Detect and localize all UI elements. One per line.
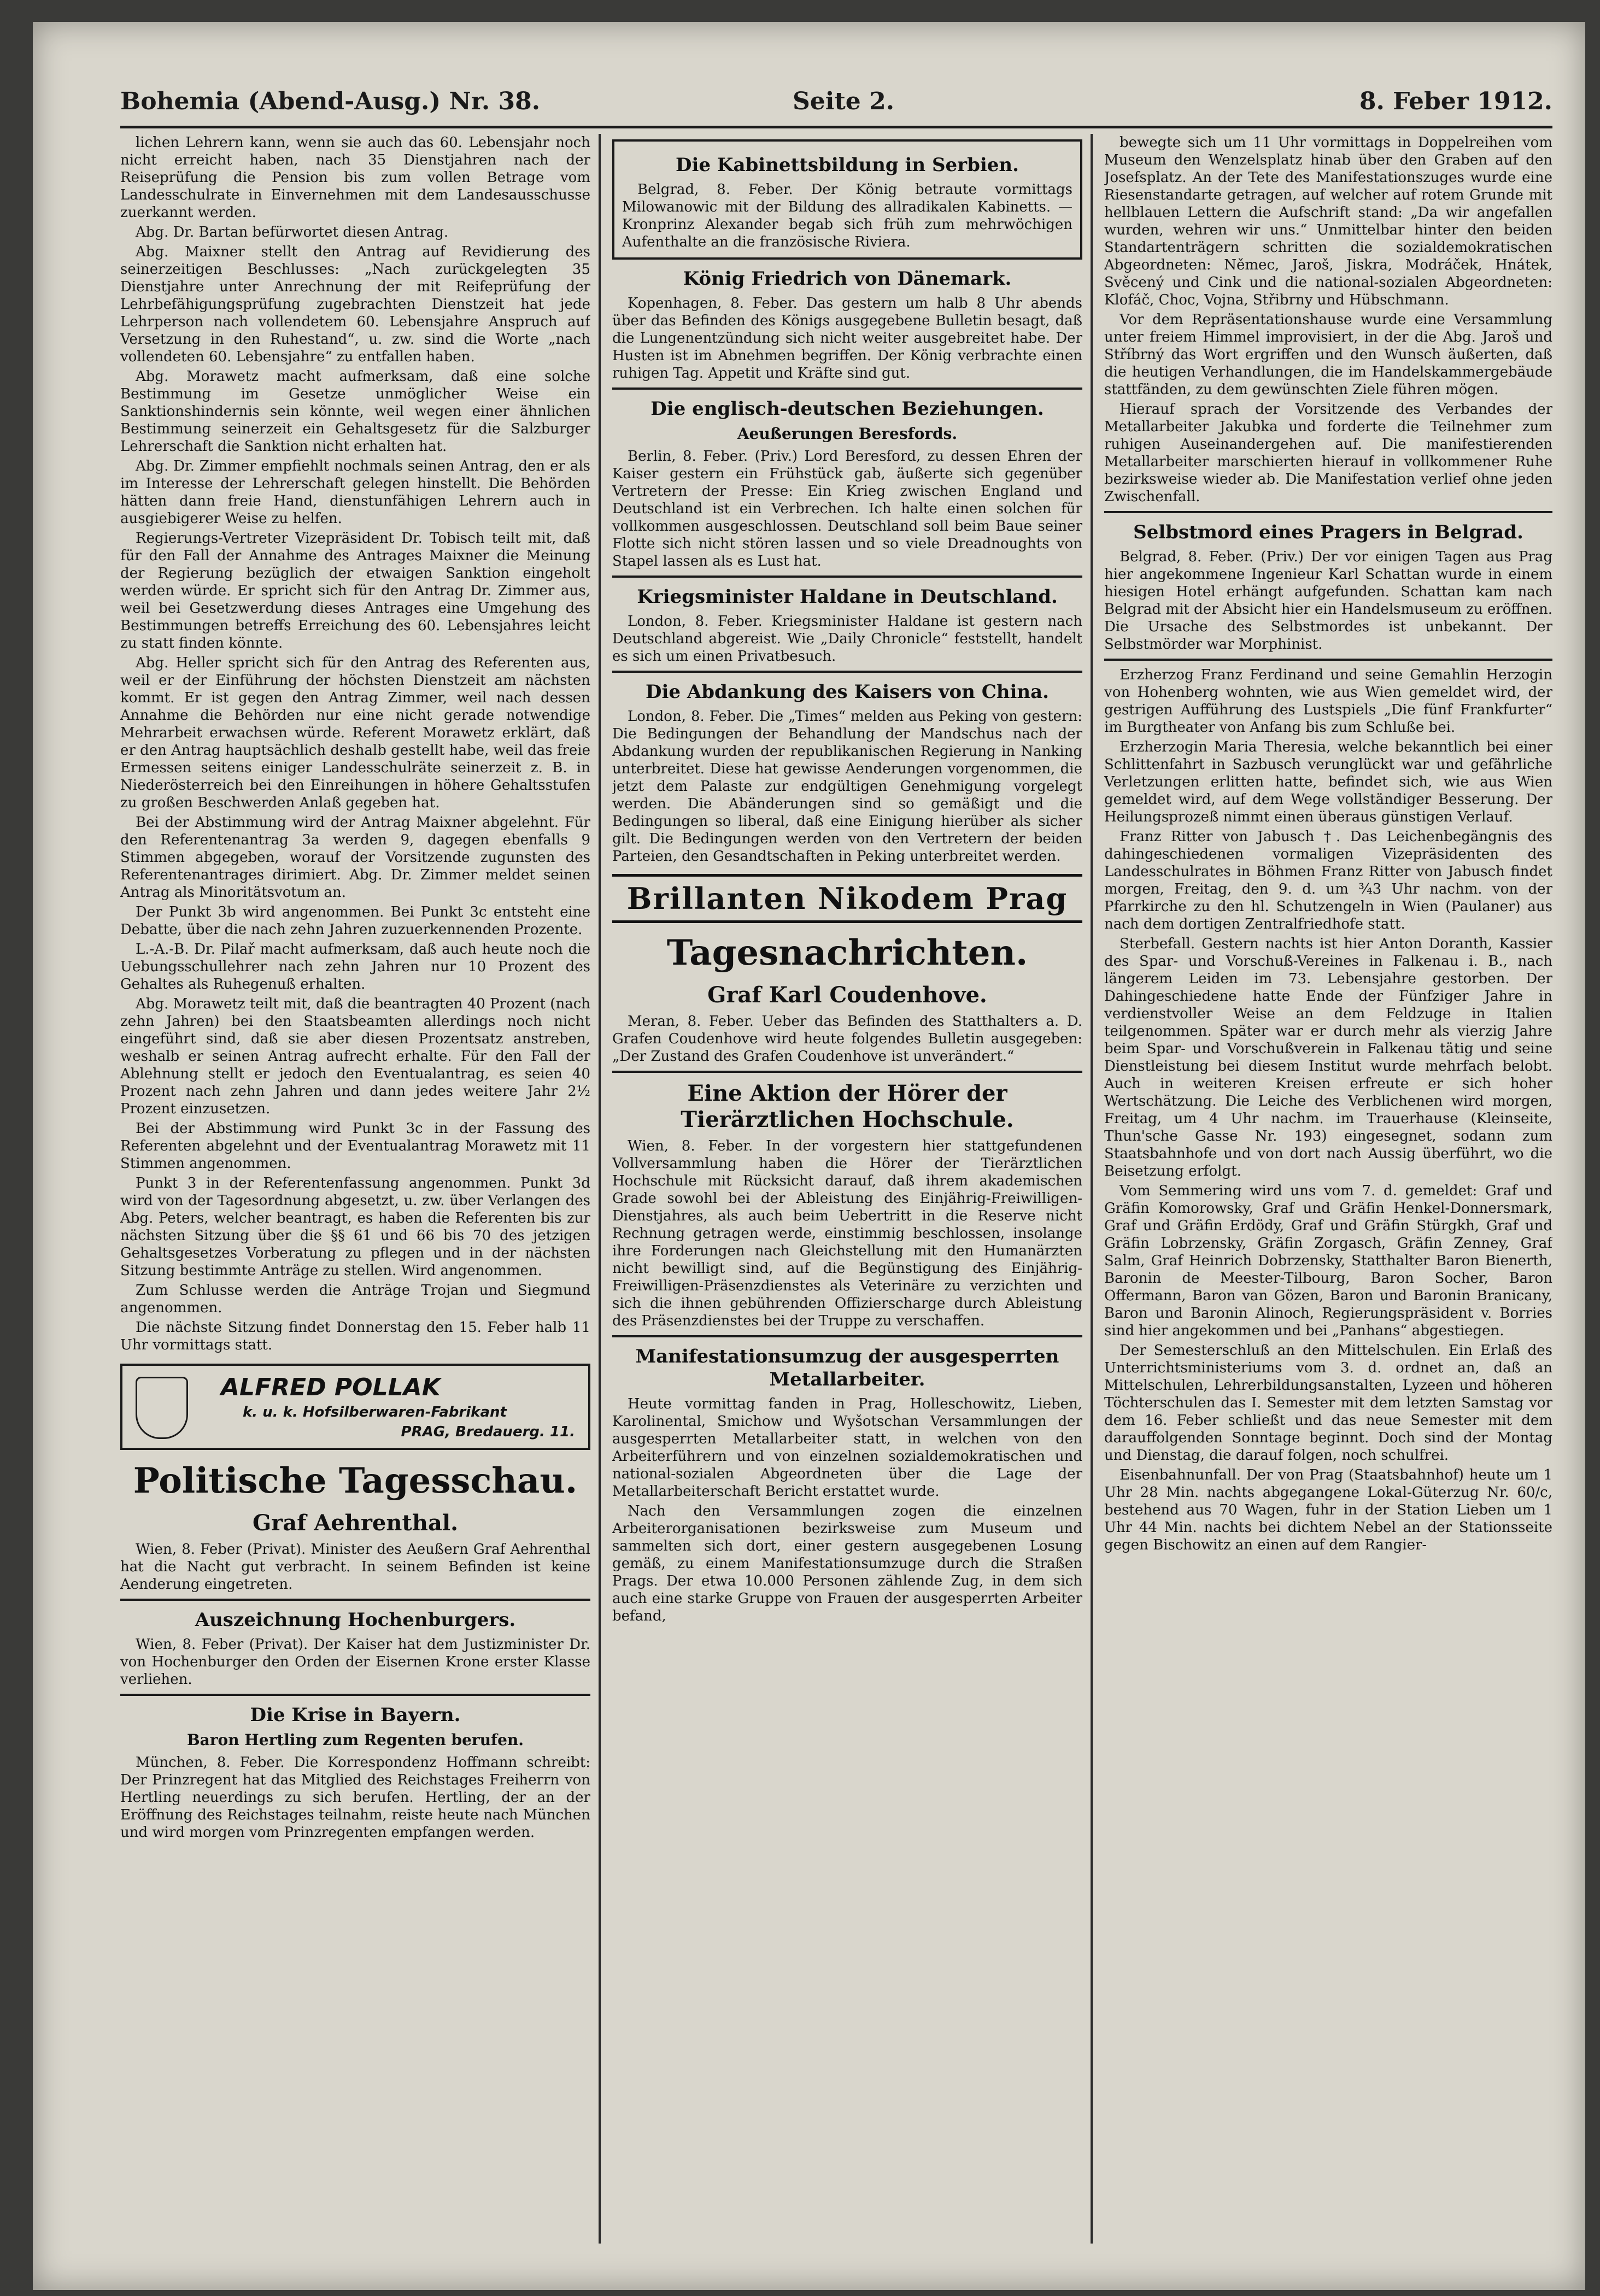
article-headline: Die Kabinettsbildung in Serbien. — [676, 154, 1019, 176]
article-headline: Selbstmord eines Pragers in Belgrad. — [1133, 521, 1523, 543]
paragraph: London, 8. Feber. Die „Times“ melden aus Peking von gestern: Die Bedingungen der Behandlung der Mandschus nach der Abdankung wurden der republikanischen Regierung in Nanking unterbreitet. Diese hat gewisse Aenderungen vorgenommen, die jetzt dem Palaste zur endgültigen Genehmigung vorgelegt werden. Die Abänderungen sind so gemäßigt und die Bedingungen so liberal, daß eine Einigung hierüber als sicher gilt. Die Bedingungen werden von den Vertretern der beiden Parteien, den Gesandtschaften in Peking unterbreitet werden. — [612, 708, 1082, 865]
paragraph: Vor dem Repräsentationshause wurde eine Versammlung unter freiem Himmel improvisiert, in der die Abg. Jaroš und Stříbrný das Wort ergriffen und den Wunsch äußerten, daß die heutigen Verhandlungen, die im Handelskammergebäude stattfänden, zu dem gewünschten Ziele führen mögen. — [1104, 312, 1552, 398]
paragraph: Wien, 8. Feber. In der vorgestern hier stattgefundenen Vollversammlung haben die Hörer der Tierärztlichen Hochschule mit Rücksicht darauf, daß ihrem akademischen Grade sowohl bei der Ableistung des Einjährig-Freiwilligen-Dienstjahres, als auch beim Uebertritt in die Reserve nicht Rechnung getragen werde, einstimmig beschlossen, insolange ihre Forderungen nach Gleichstellung mit den Humanärzten nicht bewilligt sind, auf die Begünstigung des Einjährig-Freiwilligen-Präsenzdienstes als Veterinäre zu verzichten und sich die ihnen gebührenden Offizierscharge durch Ableistung des Präsenzdienstes bei der Truppe zu verschaffen. — [612, 1138, 1082, 1329]
article-subheadline: Aeußerungen Beresfords. — [737, 425, 958, 443]
section-title: Tagesnachrichten. — [666, 932, 1028, 973]
paragraph: Eisenbahnunfall. Der von Prag (Staatsbahnhof) heute um 1 Uhr 28 Min. nachts abgegangene Lokal-Güterzug Nr. 60/c, bestehend aus 70 Wagen, fuhr in der Station Lieben um 1 Uhr 44 Min. nachts bei dichtem Nebel an der Stationsseite gegen Bischowitz an einen auf dem Rangier- — [1104, 1467, 1552, 1553]
paragraph: Nach den Versammlungen zogen die einzelnen Arbeiterorganisationen bezirksweise zum Museum und sammelten sich dort, einer gestern ausgegebenen Losung gemäß, zu einem Manifestationsumzuge durch die Straßen Prags. Der etwa 10.000 Personen zählende Zug, in dem sich auch eine starke Gruppe von Frauen der ausgesperrten Arbeiter befand, — [612, 1503, 1082, 1624]
advertisement-pollak — [120, 1364, 590, 1450]
paragraph: Berlin, 8. Feber. (Priv.) Lord Beresford, zu dessen Ehren der Kaiser gestern ein Frühstück gab, äußerte sich gegenüber Vertretern der Presse: Ein Krieg zwischen England und Deutschland ist ein Verbrechen. Ich halte einen solchen für vollkommen ausgeschlossen. Deutschland soll beim Baue seiner Flotte sich nicht stören lassen und so viele Dreadnoughts von Stapel lassen als es Lust hat. — [612, 448, 1082, 569]
paragraph: Meran, 8. Feber. Ueber das Befinden des Statthalters a. D. Grafen Coudenhove wird heute folgendes Bulletin ausgegeben: „Der Zustand des Grafen Coudenhove ist unverändert.“ — [612, 1013, 1082, 1065]
column-rule — [1091, 134, 1093, 2244]
article-headline: Die Abdankung des Kaisers von China. — [646, 681, 1049, 703]
paragraph: Abg. Heller spricht sich für den Antrag des Referenten aus, weil er der Einführung der höchsten Dienstzeit am nächsten kommt. Er ist gegen den Antrag Zimmer, weil nach dessen Annahme die Behörden nur eine nicht gerade notwendige Mehrarbeit erwachsen würde. Referent Morawetz erklärt, daß er den Antrag hauptsächlich deshalb gestellt habe, weil das freie Ermessen seitens einiger Landesschulräte seinerzeit z. B. in Niederösterreich bei den Einreihungen in höhere Gehaltsstufen zu großen Beschwerden Anlaß gegeben hat. — [120, 655, 590, 811]
masthead — [120, 77, 1552, 126]
divider — [1104, 511, 1552, 513]
article-headline: Die Krise in Bayern. — [250, 1704, 461, 1726]
header-rule — [120, 126, 1552, 128]
paragraph: Bei der Abstimmung wird Punkt 3c in der Fassung des Referenten abgelehnt und der Eventualantrag Morawetz mit 11 Stimmen angenommen. — [120, 1120, 590, 1172]
paragraph: Kopenhagen, 8. Feber. Das gestern um halb 8 Uhr abends über das Befinden des Königs ausgegebene Bulletin besagt, daß die Lungenentzündung sich nicht weiter ausgebreitet habe. Der Husten ist im Abnehmen begriffen. Der König verbrachte einen ruhigen Tag. Appetit und Kräfte sind gut. — [612, 295, 1082, 381]
column-1 — [120, 134, 590, 2249]
paragraph: Zum Schlusse werden die Anträge Trojan und Siegmund angenommen. — [120, 1282, 590, 1316]
paragraph: Bei der Abstimmung wird der Antrag Maixner abgelehnt. Für den Referentenantrag 3a werden 9, dagegen ebenfalls 9 Stimmen abgegeben, worauf der Vorsitzende zugunsten des Referentenantrages dirimiert. Abg. Dr. Zimmer meldet seinen Antrag als Minoritätsvotum an. — [120, 814, 590, 901]
ad-address: PRAG, Bredauerg. 11. — [401, 1424, 575, 1440]
newspaper-page — [33, 22, 1585, 2290]
issue-date: 8. Feber 1912. — [1359, 87, 1552, 115]
paragraph: Punkt 3 in der Referentenfassung angenommen. Punkt 3d wird von der Tagesordnung abgesetzt, u. zw. über Verlangen des Abg. Peters, welcher beantragt, es haben die Referenten bis zur nächsten Sitzung über die §§ 61 und 66 bis 70 des jetzigen Gehaltsgesetzes Vorberatung zu pflegen und in der nächsten Sitzung bestimmte Anträge zu stellen. Wird angenommen. — [120, 1175, 590, 1279]
paragraph: Abg. Morawetz teilt mit, daß die beantragten 40 Prozent (nach zehn Jahren) bei den Staatsbeamten allerdings noch nicht eingeführt sind, daß sie aber diesen Prozentsatz anstreben, weshalb er seinen Antrag aufrecht erhalte. Für den Fall der Ablehnung stellt er jedoch den Eventualantrag, es seien 40 Prozent nach zehn Jahren und dann jedes weitere Jahr 2½ Prozent einzusetzen. — [120, 996, 590, 1117]
paragraph: München, 8. Feber. Die Korrespondenz Hoffmann schreibt: Der Prinzregent hat das Mitglied des Reichstages Freiherrn von Hertling neuerdings zu sich berufen. Hertling, der an der Eröffnung des Reichstages teilnahm, reiste heute nach München und wird morgen vom Prinzregenten empfangen werden. — [120, 1754, 590, 1841]
article-subheadline: Baron Hertling zum Regenten berufen. — [186, 1731, 524, 1749]
paragraph: Abg. Dr. Zimmer empfiehlt nochmals seinen Antrag, den er als im Interesse der Lehrerschaft gelegen hinstellt. Die Behörden hätten dann freie Hand, dienstunfähigen Lehrern auch in ausgiebigerer Weise zu helfen. — [120, 458, 590, 527]
article-headline: König Friedrich von Dänemark. — [683, 268, 1012, 290]
paragraph: London, 8. Feber. Kriegsminister Haldane ist gestern nach Deutschland abgereist. Wie „Daily Chronicle“ feststellt, handelt es sich um einen Privatbesuch. — [612, 613, 1082, 665]
article-headline: Eine Aktion der Hörer der Tierärztlichen Hochschule. — [681, 1081, 1014, 1132]
article-headline: Auszeichnung Hochenburgers. — [195, 1609, 516, 1631]
article-headline: Die englisch-deutschen Beziehungen. — [650, 398, 1044, 420]
paragraph: L.-A.-B. Dr. Pilař macht aufmerksam, daß auch heute noch die Uebungsschullehrer nach zehn Jahren nur 10 Prozent des Gehaltes als Ruhegenuß erhalten. — [120, 941, 590, 993]
paragraph: Belgrad, 8. Feber. (Priv.) Der vor einigen Tagen aus Prag hier angekommene Ingenieur Karl Schattan wurde in einem hiesigen Hotel erhängt aufgefunden. Schattan kam nach Belgrad mit der Absicht hier ein Handelsmuseum zu eröffnen. Die Ursache des Selbstmordes ist unbekannt. Der Selbstmörder war Morphinist. — [1104, 549, 1552, 653]
paragraph: Erzherzog Franz Ferdinand und seine Gemahlin Herzogin von Hohenberg wohnten, wie aus Wien gemeldet wird, der gestrigen Aufführung des Lustspiels „Die fünf Frankfurter“ im Burgtheater von Anfang bis zum Schluße bei. — [1104, 667, 1552, 736]
article-headline: Kriegsminister Haldane in Deutschland. — [637, 586, 1058, 608]
paragraph: Der Punkt 3b wird angenommen. Bei Punkt 3c entsteht eine Debatte, über die nach zehn Jahren zuzuerkennenden Prozente. — [120, 904, 590, 938]
divider — [612, 1335, 1082, 1337]
section-title: Politische Tagesschau. — [133, 1460, 578, 1501]
paragraph: Heute vormittag fanden in Prag, Holleschowitz, Lieben, Karolinental, Smichow und Wyšotschan Versammlungen der ausgesperrten Metallarbeiter statt, in welchen von den Arbeiterführern und von einzelnen sozialdemokratischen und national-sozialen Abgeordneten über die Lage der Metallarbeiterschaft Bericht erstattet wurde. — [612, 1396, 1082, 1500]
divider — [612, 576, 1082, 578]
ad-company-name: ALFRED POLLAK — [221, 1373, 441, 1401]
paragraph: bewegte sich um 11 Uhr vormittags in Doppelreihen vom Museum den Wenzelsplatz hinab über den Graben auf den Josefsplatz. An der Tete des Manifestationszuges wurde eine Riesenstandarte getragen, auf welcher auf rotem Grunde mit hellblauen Lettern die Aufschrift stand: „Da wir angefallen wurden, wehren wir uns.“ Unmittelbar hinter den beiden Standartenträgern schritten die sozialdemokratischen Abgeordneten: Němec, Jaroš, Jiskra, Modráček, Hnátek, Svěcený und Cink und die national-sozialen Abgeordneten: Klofáč, Choc, Vojna, Střibrny und Hübschmann. — [1104, 134, 1552, 308]
paragraph: Wien, 8. Feber (Privat). Minister des Aeußern Graf Aehrenthal hat die Nacht gut verbracht. In seinem Befinden ist keine Aenderung eingetreten. — [120, 1541, 590, 1593]
paragraph: Die nächste Sitzung findet Donnerstag den 15. Feber halb 11 Uhr vormittags statt. — [120, 1319, 590, 1353]
ad-company-title: k. u. k. Hofsilberwaren-Fabrikant — [243, 1404, 507, 1420]
paragraph: Wien, 8. Feber (Privat). Der Kaiser hat dem Justizminister Dr. von Hochenburger den Orden der Eisernen Krone erster Klasse verliehen. — [120, 1636, 590, 1688]
divider — [612, 1071, 1082, 1073]
paragraph: Hierauf sprach der Vorsitzende des Verbandes der Metallarbeiter Jakubka und forderte die Teilnehmer zum ruhigen Auseinandergehen auf. Die manifestierenden Metallarbeiter marschierten hierauf in vollkommener Ruhe bezirksweise wieder ab. Die Manifestation verlief ohne jeden Zwischenfall. — [1104, 401, 1552, 505]
column-rule — [599, 134, 601, 2244]
paragraph: lichen Lehrern kann, wenn sie auch das 60. Lebensjahr noch nicht erreicht haben, nach 35 Dienstjahren nach der Reiseprüfung die Pension bis zum vollen Betrage vom Landesschulrate in Einvernehmen mit dem Landesausschusse zuerkannt werden. — [120, 134, 590, 221]
paragraph: Abg. Maixner stellt den Antrag auf Revidierung des seinerzeitigen Beschlusses: „Nach zurückgelegten 35 Dienstjahre unter Anrechnung der mit Reifeprüfung der Lehrbefähigungsprüfung zugebrachten Dienstzeit hat jede Lehrperson nach vollendetem 60. Lebensjahre Anspruch auf Versetzung in den Ruhestand“, u. zw. sind die Worte „nach vollendeten 60. Lebensjahre“ zu entfallen haben. — [120, 244, 590, 365]
paragraph: Sterbefall. Gestern nachts ist hier Anton Doranth, Kassier des Spar- und Vorschuß-Vereines in Falkenau i. B., nach längerem Leiden im 73. Lebensjahre gestorben. Der Dahingeschiedene hatte Ende der Fünfziger Jahre in verdienstvoller Weise an dem Feldzuge in Italien teilgenommen. Später war er durch mehr als vierzig Jahre beim Spar- und Vorschußverein in Falkenau tätig und seine Dienstleistung bei diesem Institut wurde mehrfach belobt. Auch in weiteren Kreisen erfreute er sich hoher Wertschätzung. Die Leiche des Verblichenen wird morgen, Freitag, um 4 Uhr nachm. im Trauerhause (Kleinseite, Thun'sche Gasse Nr. 193) eingesegnet, sodann zum Staatsbahnhofe und von dort nach Aussig überführt, wo die Beisetzung erfolgt. — [1104, 936, 1552, 1179]
divider — [120, 1599, 590, 1601]
paragraph: Abg. Dr. Bartan befürwortet diesen Antrag. — [136, 224, 449, 240]
paragraph: Erzherzogin Maria Theresia, welche bekanntlich bei einer Schlittenfahrt in Sazbusch verunglückt war und gefährliche Verletzungen erlitten hatte, befindet sich, wie aus Wien gemeldet wird, auf dem Wege vollständiger Besserung. Der Heilungsprozeß nimmt einen überaus günstigen Verlauf. — [1104, 739, 1552, 825]
article-headline: Graf Aehrenthal. — [252, 1510, 459, 1536]
column-3 — [1104, 134, 1552, 2249]
article-headline: Graf Karl Coudenhove. — [707, 982, 987, 1008]
advertisement-banner: Brillanten Nikodem Prag — [612, 874, 1082, 923]
paragraph: Der Semesterschluß an den Mittelschulen. Ein Erlaß des Unterrichtsministeriums vom 3. d. ordnet an, daß an Mittelschulen, Lehrerbildungsanstalten, Lyzeen und höheren Töchterschulen das I. Semester mit dem letzten Samstag vor dem 16. Feber schließt und das neue Semester mit dem darauffolgenden Sonntage beginnt. Doch sind der Montag und Dienstag, die darauf folgen, noch schulfrei. — [1104, 1342, 1552, 1464]
paragraph: Franz Ritter von Jabusch †. Das Leichenbegängnis des dahingeschiedenen vormaligen Vizepräsidenten des Landesschulrates in Böhmen Franz Ritter von Jabusch findet morgen, Freitag, den 9. d. um ¾3 Uhr nachm. von der Pfarrkirche zu den hl. Schutzengeln in Wien (Paulaner) aus nach dem dortigen Zentralfriedhofe statt. — [1104, 829, 1552, 932]
paragraph: Abg. Morawetz macht aufmerksam, daß eine solche Bestimmung im Gesetze unmöglicher Weise ein Sanktionshindernis sein könnte, weil wegen einer ähnlichen Bestimmung seinerzeit ein Gehaltsgesetz für die Salzburger Lehrerschaft die Sanktion nicht erhalten hat. — [120, 368, 590, 455]
divider — [612, 671, 1082, 673]
news-box — [612, 139, 1082, 260]
divider — [1104, 659, 1552, 661]
column-2 — [612, 134, 1082, 2249]
paragraph: Belgrad, 8. Feber. Der König betraute vormittags Milowanowic mit der Bildung des allradikalen Kabinetts. — Kronprinz Alexander begab sich früh zum mehrwöchigen Aufenthalte an die französische Riviera. — [622, 181, 1072, 250]
masthead-title: Bohemia (Abend-Ausg.) Nr. 38. — [120, 87, 541, 115]
page-number: Seite 2. — [793, 87, 895, 115]
article-headline: Manifestationsumzug der ausgesperrten Metallarbeiter. — [635, 1346, 1059, 1390]
paragraph: Vom Semmering wird uns vom 7. d. gemeldet: Graf und Gräfin Komorowsky, Graf und Gräfin Henkel-Donnersmark, Graf und Gräfin Erdödy, Graf und Gräfin Stürgkh, Graf und Gräfin Lobrzensky, Gräfin Zorgasch, Gräfin Zenney, Graf Salm, Graf Heinrich Dobrzensky, Statthalter Baron Bienerth, Baronin de Meester-Tilbourg, Baron Socher, Baron Offermann, Baron van Gözen, Baron und Baronin Branicany, Baron und Baronin Alinoch, Regierungspräsident v. Borries sind hier angekommen und bei „Panhans“ abgestiegen. — [1104, 1183, 1552, 1339]
crest-icon — [136, 1377, 188, 1439]
divider — [612, 387, 1082, 390]
paragraph: Regierungs-Vertreter Vizepräsident Dr. Tobisch teilt mit, daß für den Fall der Annahme des Antrages Maixner die Meinung der Regierung bezüglich der etwaigen Sanktion eingeholt werden würde. Er spricht sich für den Antrag Dr. Zimmer aus, weil bei Gesetzwerdung dieses Antrages eine Umgehung des Bestimmungen betreffs Erreichung des 60. Lebensjahres leicht zu statt finden könnte. — [120, 530, 590, 651]
divider — [120, 1694, 590, 1696]
